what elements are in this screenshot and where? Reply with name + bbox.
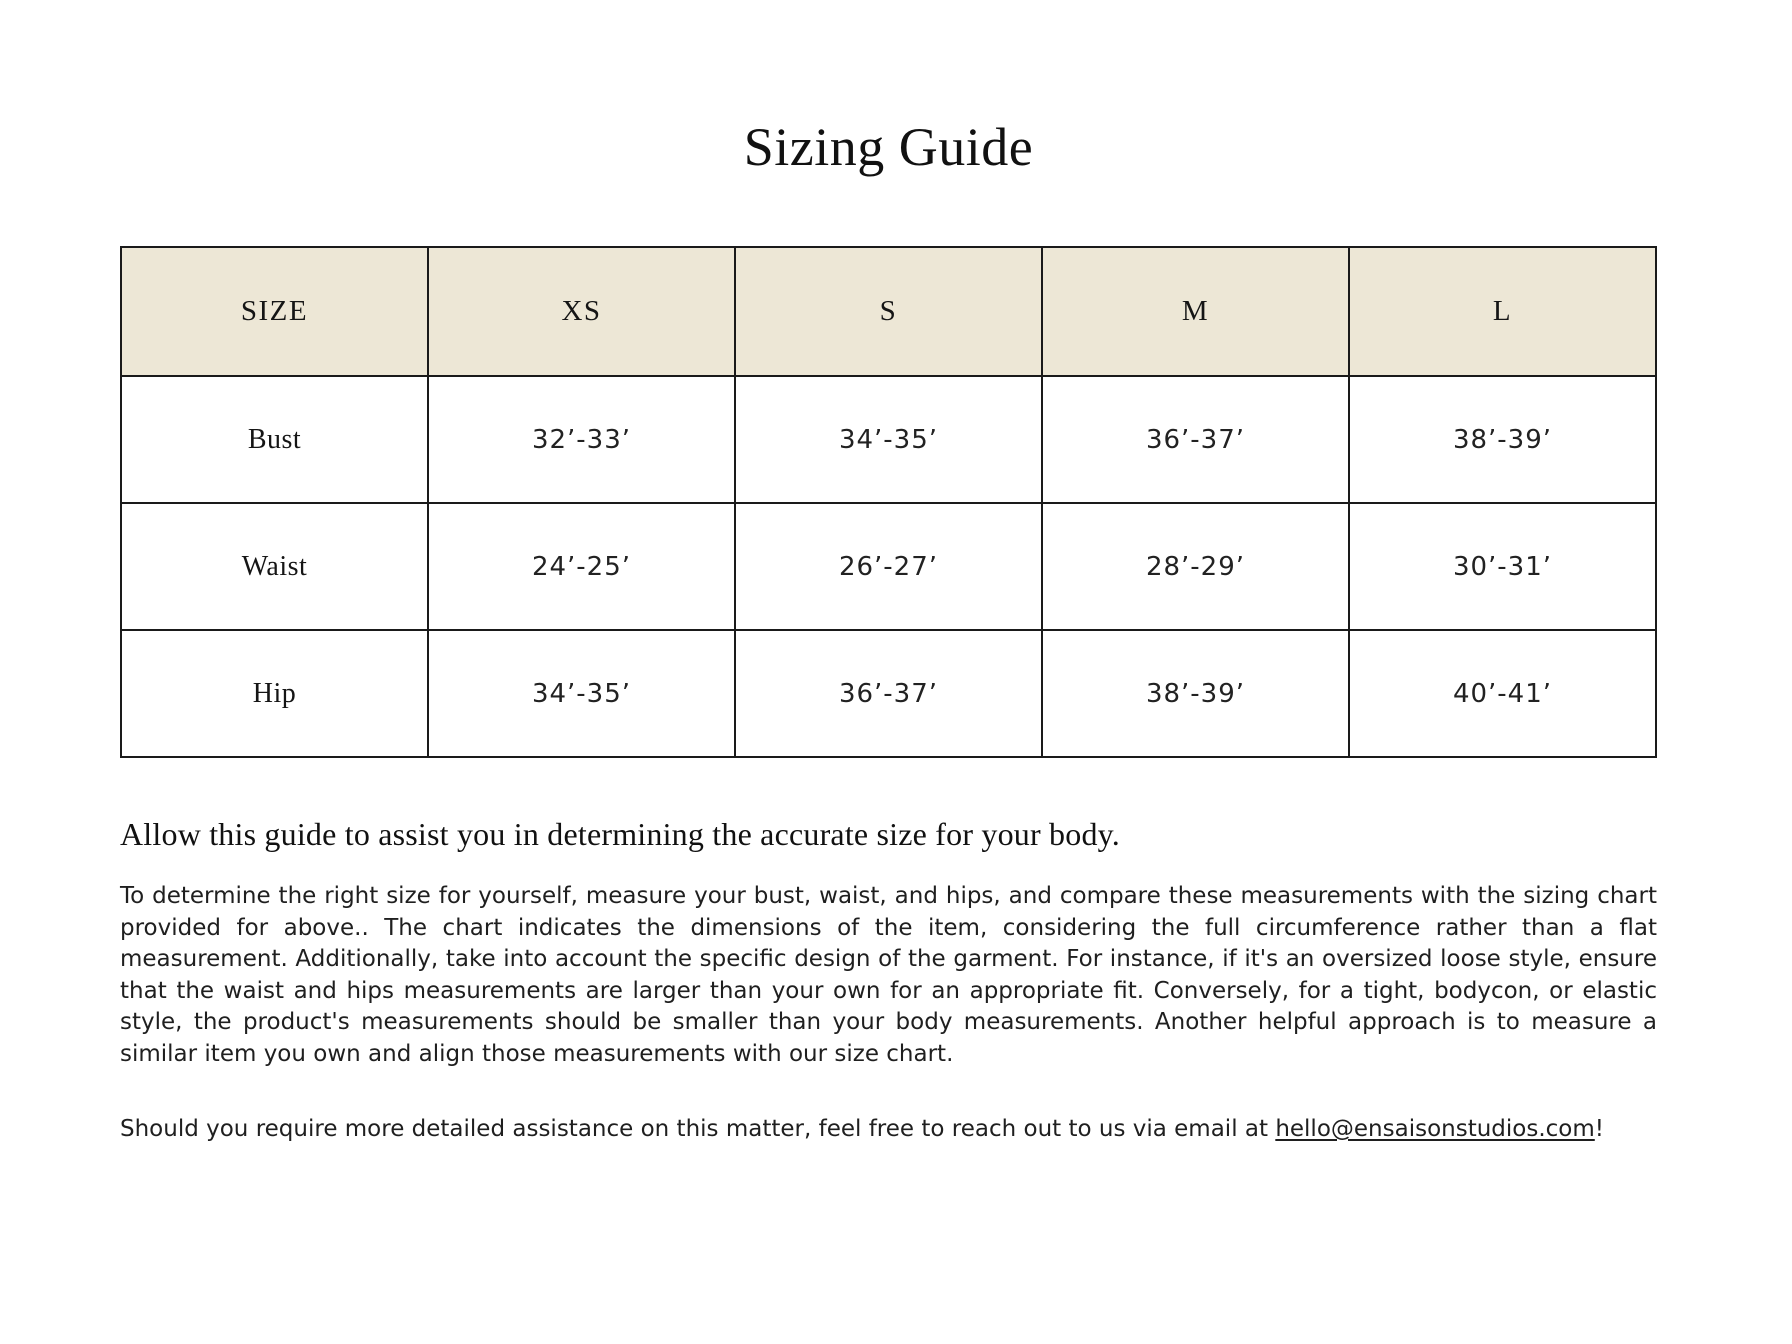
hip-l-value: 40’-41’	[1349, 630, 1656, 757]
waist-l-value: 30’-31’	[1349, 503, 1656, 630]
page-title: Sizing Guide	[743, 117, 1034, 177]
sizing-table	[120, 246, 1657, 758]
hip-s-value: 36’-37’	[735, 630, 1042, 757]
row-label-bust: Bust	[121, 376, 428, 503]
bust-xs-value: 32’-33’	[428, 376, 735, 503]
bust-l-value: 38’-39’	[1349, 376, 1656, 503]
hip-m-value: 38’-39’	[1042, 630, 1349, 757]
guide-heading: Allow this guide to assist you in determining the accurate size for your body.	[120, 816, 1120, 852]
column-header-s: S	[735, 247, 1042, 376]
row-label-hip: Hip	[121, 630, 428, 757]
hip-xs-value: 34’-35’	[428, 630, 735, 757]
waist-s-value: 26’-27’	[735, 503, 1042, 630]
table-row-bust	[121, 376, 1656, 503]
column-header-l: L	[1349, 247, 1656, 376]
waist-xs-value: 24’-25’	[428, 503, 735, 630]
column-header-size: SIZE	[121, 247, 428, 376]
column-header-xs: XS	[428, 247, 735, 376]
email-link[interactable]: hello@ensaisonstudios.com	[1275, 1116, 1595, 1142]
row-label-waist: Waist	[121, 503, 428, 630]
bust-s-value: 34’-35’	[735, 376, 1042, 503]
table-header-row	[121, 247, 1656, 376]
guide-contact-line	[120, 1114, 1657, 1145]
bust-m-value: 36’-37’	[1042, 376, 1349, 503]
column-header-m: M	[1042, 247, 1349, 376]
table-row-hip	[121, 630, 1656, 757]
contact-text-prefix: Should you require more detailed assistance on this matter, feel free to reach out to us via email at	[120, 1116, 1276, 1142]
contact-text-suffix: !	[1594, 1116, 1605, 1142]
table-row-waist	[121, 503, 1656, 630]
guide-paragraph: To determine the right size for yourself, measure your bust, waist, and hips, and compare these measurements with the sizing chart provided for above.. The chart indicates the dimensions of the item, considering the full circumference rather than a flat measurement. Additionally, take into account the specific design of the garment. For instance, if it's an oversized loose style, ensure that the waist and hips measurements are larger than your own for an appropriate fit. Conversely, for a tight, bodycon, or elastic style, the product's measurements should be smaller than your body measurements. Another helpful approach is to measure a similar item you own and align those measurements with our size chart.	[120, 883, 1657, 1067]
waist-m-value: 28’-29’	[1042, 503, 1349, 630]
